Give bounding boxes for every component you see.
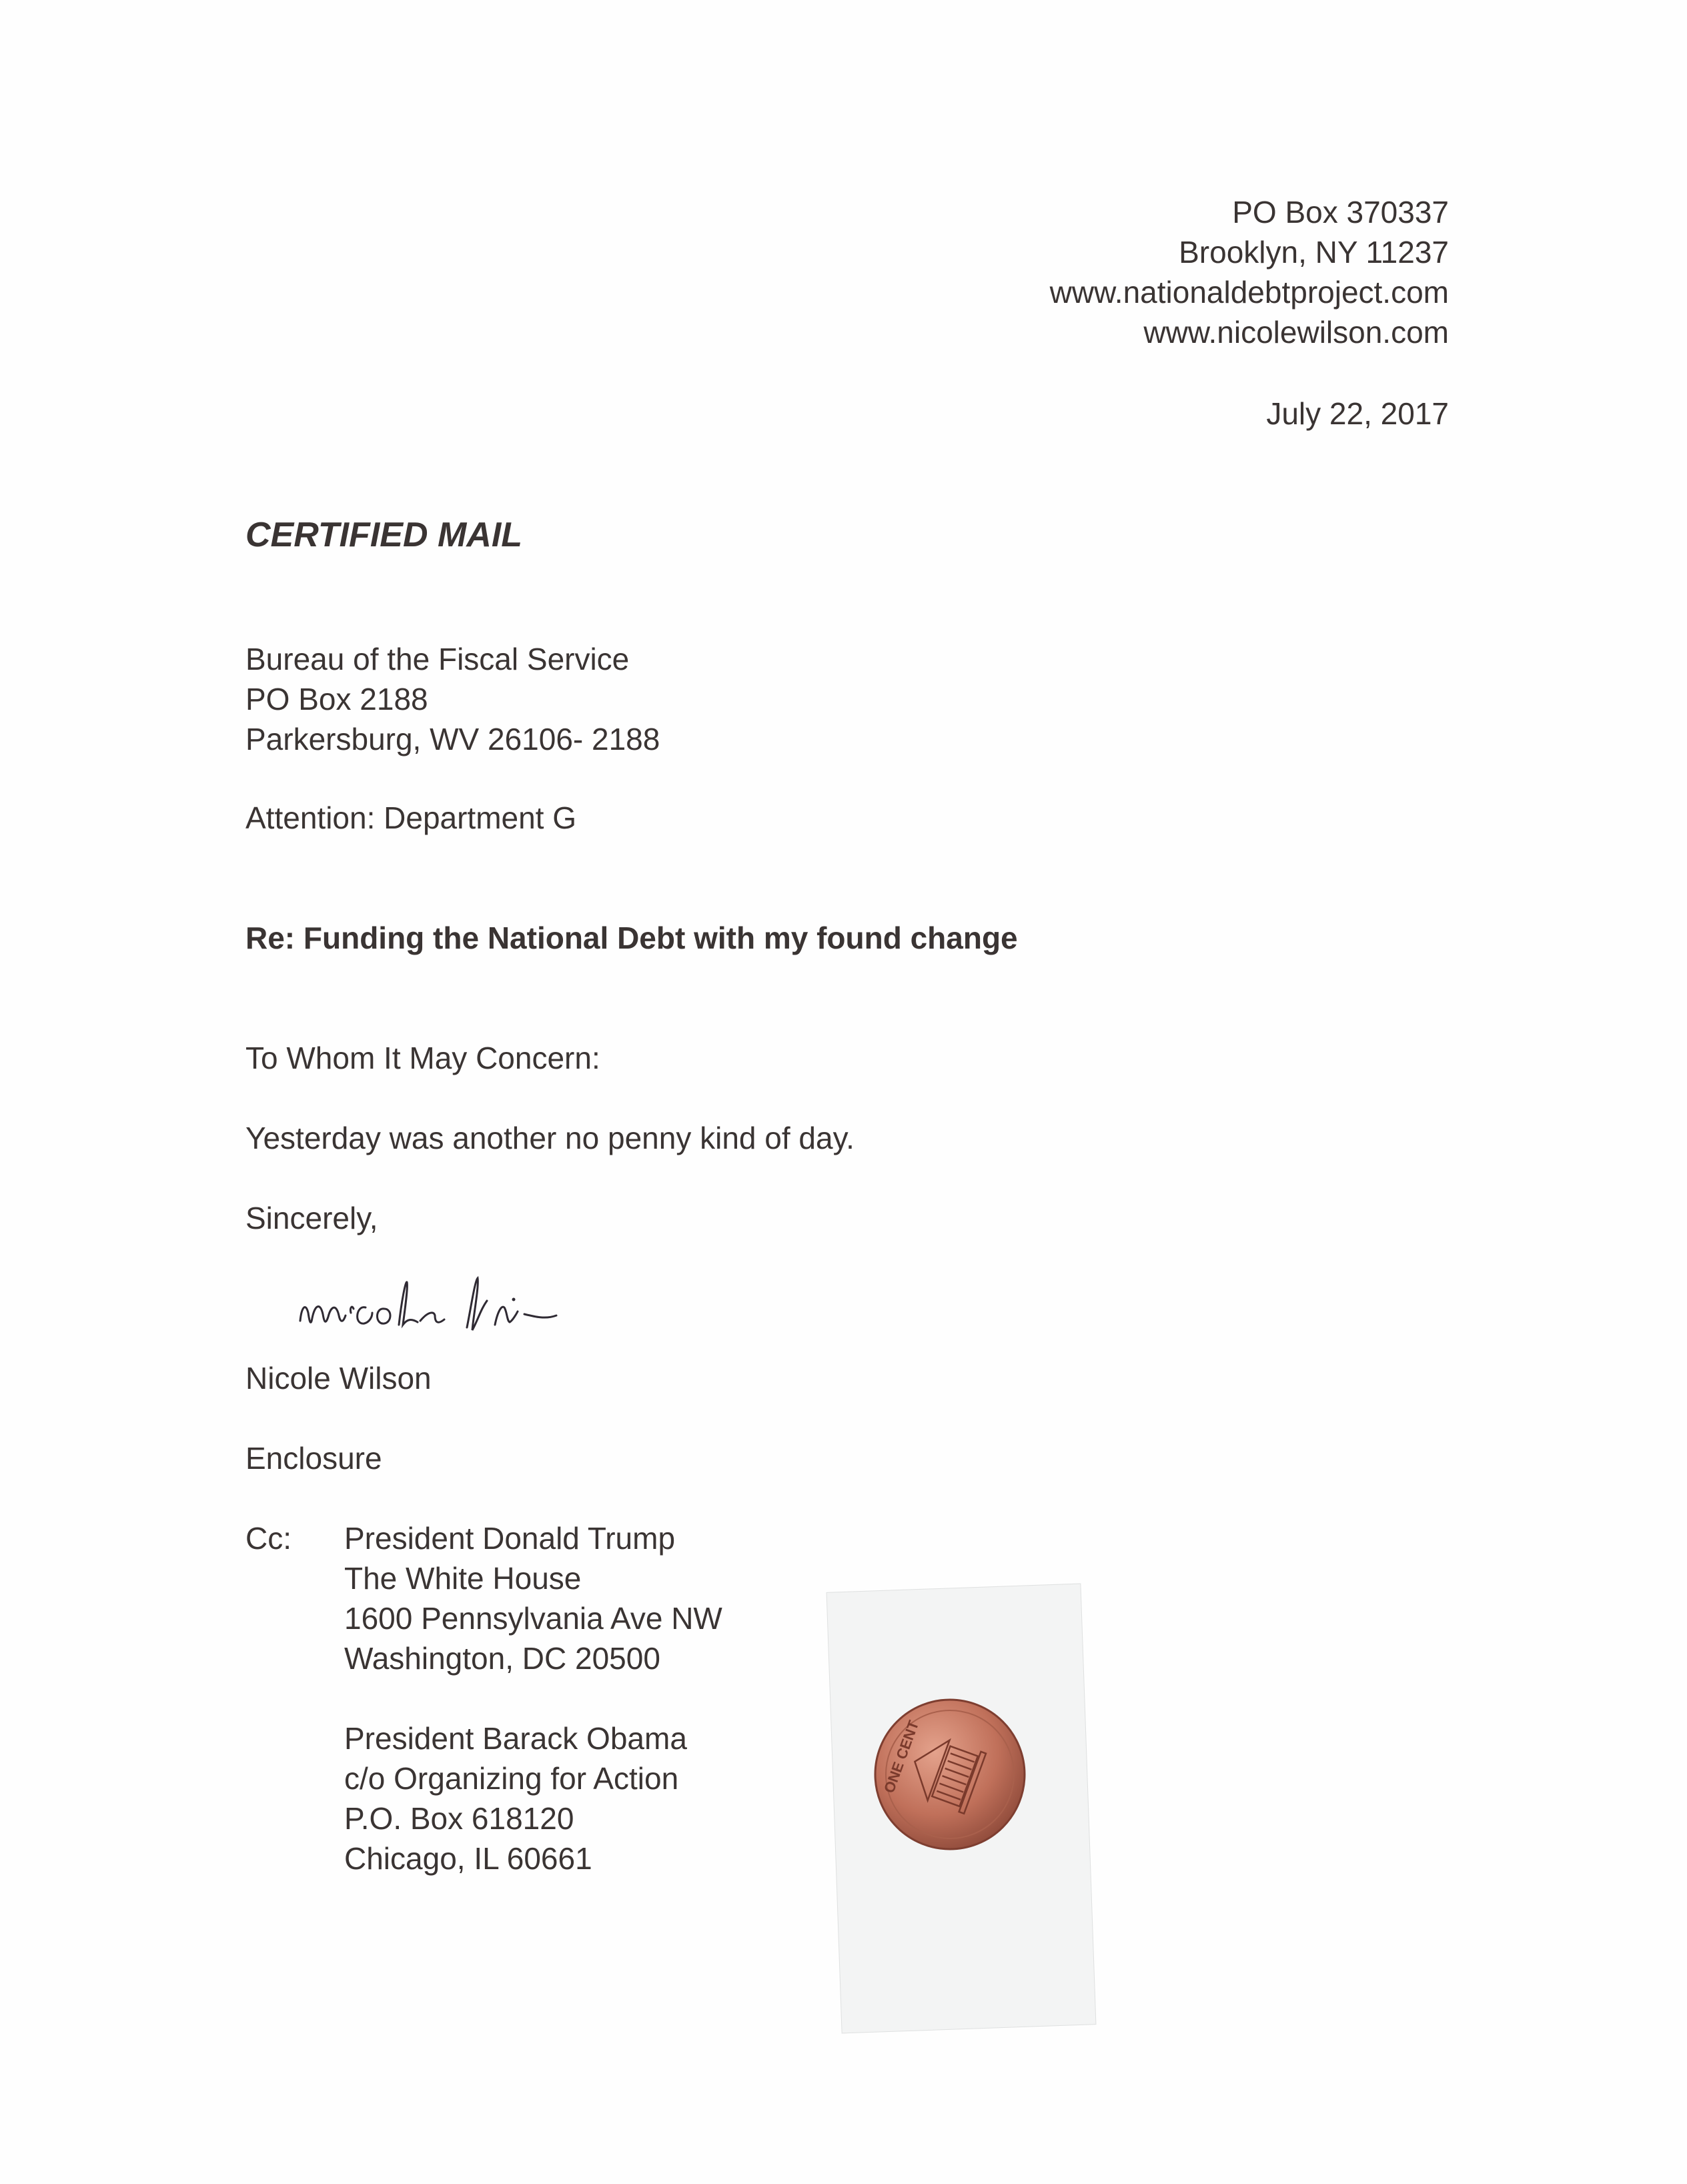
- penny-coin-icon: [871, 1696, 1029, 1853]
- letter-date: July 22, 2017: [1266, 396, 1449, 431]
- recipient-po-box: PO Box 2188: [245, 682, 428, 716]
- salutation: To Whom It May Concern:: [245, 1041, 600, 1075]
- body-text: Yesterday was another no penny kind of day.: [245, 1121, 855, 1155]
- cc-label: Cc:: [245, 1521, 292, 1556]
- cc-line: P.O. Box 618120: [344, 1801, 574, 1836]
- recipient-name: Bureau of the Fiscal Service: [245, 642, 630, 676]
- enclosure-note: Enclosure: [245, 1441, 382, 1476]
- cc-line: 1600 Pennsylvania Ave NW: [344, 1601, 722, 1636]
- cc-recipient-obama: [344, 1718, 687, 1878]
- sender-po-box: PO Box 370337: [1232, 195, 1449, 229]
- sender-address: [1050, 192, 1449, 352]
- sender-website-project: www.nationaldebtproject.com: [1049, 275, 1449, 310]
- cc-line: Chicago, IL 60661: [344, 1841, 592, 1876]
- sender-website-personal: www.nicolewilson.com: [1143, 315, 1449, 350]
- handwritten-signature: [287, 1261, 687, 1354]
- cc-line: c/o Organizing for Action: [344, 1761, 679, 1796]
- penny-inscription: ONE CENT: [880, 1718, 923, 1796]
- cc-line: Washington, DC 20500: [344, 1641, 660, 1676]
- cc-recipient-trump: [344, 1518, 722, 1678]
- signer-name: Nicole Wilson: [245, 1361, 432, 1396]
- cc-line: President Barack Obama: [344, 1721, 687, 1756]
- recipient-city: Parkersburg, WV 26106- 2188: [245, 722, 660, 756]
- recipient-address: [245, 639, 660, 759]
- subject-line: Re: Funding the National Debt with my found change: [245, 921, 1018, 955]
- cc-line: The White House: [344, 1561, 582, 1596]
- attention-line: Attention: Department G: [245, 800, 577, 835]
- closing: Sincerely,: [245, 1201, 378, 1235]
- cc-line: President Donald Trump: [344, 1521, 676, 1556]
- sender-city: Brooklyn, NY 11237: [1179, 235, 1449, 269]
- certified-mail-label: CERTIFIED MAIL: [245, 516, 523, 554]
